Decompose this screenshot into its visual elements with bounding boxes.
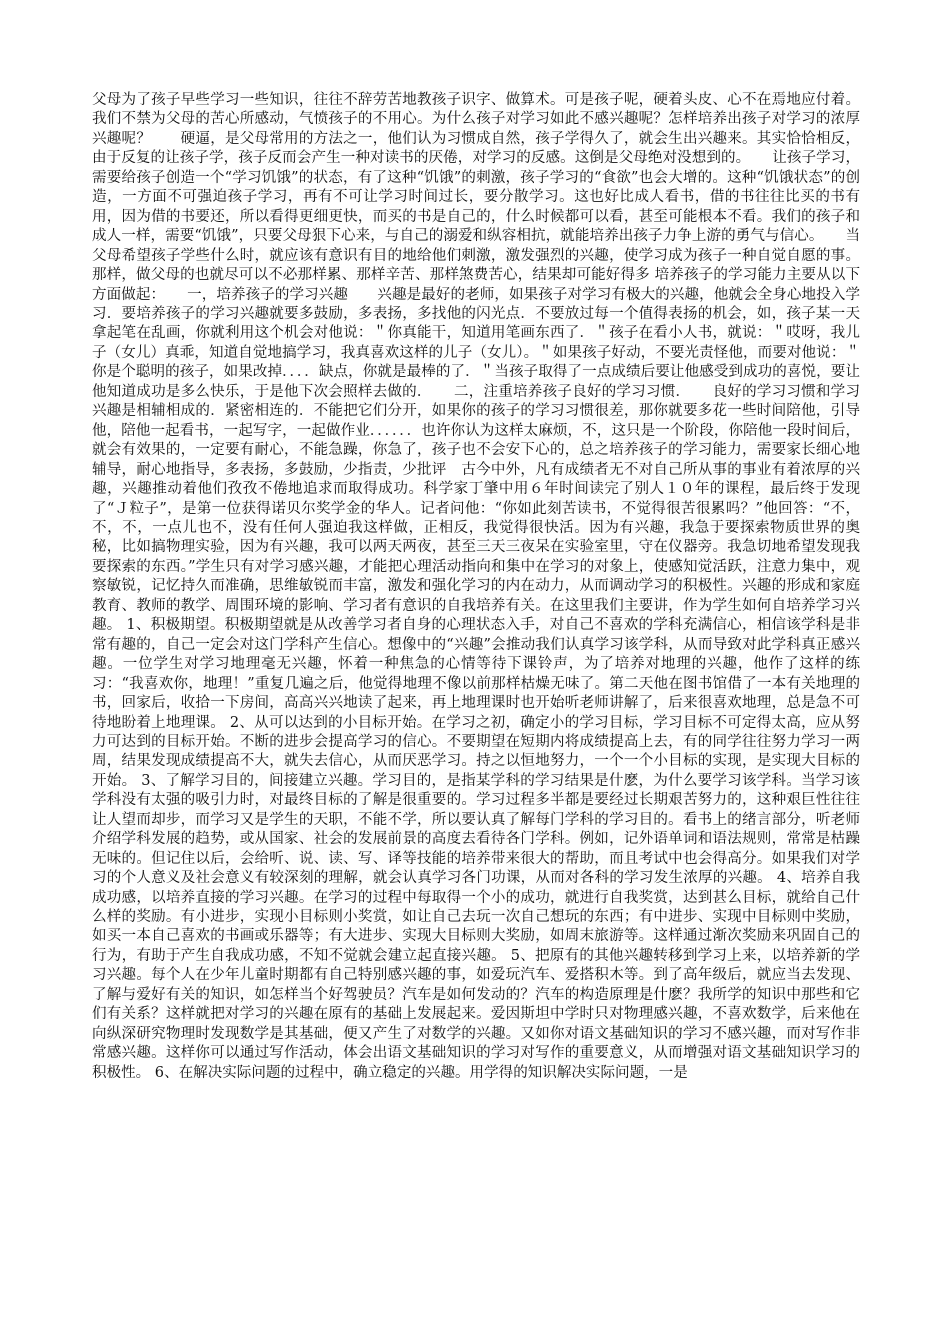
- body-paragraph: 父母为了孩子早些学习一些知识，往往不辞劳苦地教孩子识字、做算术。可是孩子呢，硬着头皮、心不在焉地应付着。我们不禁为父母的苦心所感动，气愤孩子的不用心。为什么孩子对学习如此不感兴趣呢？怎样培养出孩子对学习的浓厚兴趣呢？ 硬逼，是父母常用的方法之一，他们认为习惯成自然，孩子学得久了，就会生出兴趣来。其实恰恰相反，由于反复的让孩子学，孩子反而会产生一种对读书的厌倦，对学习的反感。这倒是父母绝对没想到的。 让孩子学习，需要给孩子创造一个“学习饥饿”的状态，有了这种“饥饿”的刺激，孩子学习的“食欲”也会大增的。这种“饥饿状态”的创造，一方面不可强迫孩子学习，再有不可让学习时间过长，要分散学习。这也好比成人看书，借的书往往比买的书有用，因为借的书要还，所以看得更细更快，而买的书是自己的，什么时候都可以看，甚至可能根本不看。我们的孩子和成人一样，需要“饥饿”，只要父母狠下心来，与自己的溺爱和纵容相抗，就能培养出孩子力争上游的勇气与信心。 当父母希望孩子学些什么时，就应该有意识有目的地给他们刺激，激发强烈的兴趣，使学习成为孩子一种自觉自愿的事。那样，做父母的也就尽可以不必那样累、那样辛苦、那样煞费苦心，结果却可能好得多 培养孩子的学习能力主要从以下方面做起： 一，培养孩子的学习兴趣 兴趣是最好的老师，如果孩子对学习有极大的兴趣，他就会全身心地投入学习．要培养孩子的学习兴趣就要多鼓励，多表扬，多找他的闪光点．不要放过每一个值得表扬的机会，如，孩子某一天拿起笔在乱画，你就利用这个机会对他说：＂你真能干，知道用笔画东西了．＂孩子在看小人书，就说：＂哎呀，我儿子（女儿）真乖，知道自觉地搞学习，我真喜欢这样的儿子（女儿）。＂如果孩子好动，不要光责怪他，而要对他说：＂你是个聪明的孩子，如果改掉．．．．缺点，你就是最棒的了．＂当孩子取得了一点成绩后要让他感受到成功的喜悦，要让他知道成功是多么快乐，于是他下次会照样去做的． 二，注重培养孩子良好的学习习惯． 良好的学习习惯和学习兴趣是相辅相成的．紧密相连的．不能把它们分开，如果你的孩子的学习习惯很差，那你就要多花一些时间陪他，引导他，陪他一起看书，一起写字，一起做作业．．．．．．也许你认为这样太麻烦，不，这只是一个阶段，你陪他一段时间后，就会有效果的，一定要有耐心，不能急躁，你急了，孩子也不会安下心的，总之培养孩子的学习能力，需要家长细心地辅导，耐心地指导，多表扬，多鼓励，少指责，少批评 古今中外，凡有成绩者无不对自己所从事的事业有着浓厚的兴趣，兴趣推动着他们孜孜不倦地追求而取得成功。科学家丁肇中用６年时间读完了别人１０年的课程，最后终于发现了“Ｊ粒子”，是第一位获得诺贝尔奖学金的华人。记者问他：“你如此刻苦读书，不觉得很苦很累吗？”他回答：“不，不，不，一点儿也不，没有任何人强迫我这样做，正相反，我觉得很快活。因为有兴趣，我急于要探索物质世界的奥秘，比如搞物理实验，因为有兴趣，我可以两天两夜，甚至三天三夜呆在实验室里，守在仪器旁。我急切地希望发现我要探索的东西。”学生只有对学习感兴趣，才能把心理活动指向和集中在学习的对象上，使感知觉活跃，注意力集中，观察敏锐，记忆持久而准确，思维敏锐而丰富，激发和强化学习的内在动力，从而调动学习的积极性。兴趣的形成和家庭教育、教师的教学、周围环境的影响、学习者有意识的自我培养有关。在这里我们主要讲，作为学生如何自培养学习兴趣。 1、积极期望。积极期望就是从改善学习者自身的心理状态入手，对自己不喜欢的学科充满信心，相信该学科是非常有趣的，自己一定会对这门学科产生信心。想像中的“兴趣”会推动我们认真学习该学科，从而导致对此学科真正感兴趣。一位学生对学习地理毫无兴趣，怀着一种焦急的心情等待下课铃声，为了培养对地理的兴趣，他作了这样的练习：“我喜欢你，地理！”重复几遍之后，他觉得地理不像以前那样枯燥无味了。第二天他在图书馆借了一本有关地理的书，回家后，收拾一下房间，高高兴兴地读了起来，再上地理课时也开始听老师讲解了，后来很喜欢地理，总是急不可待地盼着上地理课。 2、从可以达到的小目标开始。在学习之初，确定小的学习目标，学习目标不可定得太高，应从努力可达到的目标开始。不断的进步会提高学习的信心。不要期望在短期内将成绩提高上去，有的同学往往努力学习一两周，结果发现成绩提高不大，就失去信心，从而厌恶学习。持之以恒地努力，一个一个小目标的实现，是实现大目标的开始。 3、了解学习目的，间接建立兴趣。学习目的，是指某学科的学习结果是什麽，为什么要学习该学科。当学习该学科没有太强的吸引力时，对最终目标的了解是很重要的。学习过程多半都是要经过长期艰苦努力的，这种艰巨性往往让人望而却步，而学习又是学生的天职，不能不学，所以要认真了解每门学科的学习目的。看书上的绪言部分，听老师介绍学科发展的趋势，或从国家、社会的发展前景的高度去看待各门学科。例如，记外语单词和语法规则，常常是枯躁无味的。但记住以后，会给听、说、读、写、译等技能的培养带来很大的帮助，而且考试中也会得高分。如果我们对学习的个人意义及社会意义有较深刻的理解，就会认真学习各门功课，从而对各科的学习发生浓厚的兴趣。 4、培养自我成功感，以培养直接的学习兴趣。在学习的过程中每取得一个小的成功，就进行自我奖赏，达到甚么目标，就给自己什么样的奖励。有小进步，实现小目标则小奖赏，如让自己去玩一次自己想玩的东西；有中进步、实现中目标则中奖励，如买一本自己喜欢的书画或乐器等；有大进步、实现大目标则大奖励，如周末旅游等。这样通过渐次奖励来巩固自己的行为，有助于产生自我成功感，不知不觉就会建立起直接兴趣。 5、把原有的其他兴趣转移到学习上来，以培养新的学习兴趣。每个人在少年儿童时期都有自己特别感兴趣的事，如爱玩汽车、爱搭积木等。到了高年级后，就应当去发现、了解与爱好有关的知识，如怎样当个好驾驶员？汽车是如何发动的？汽车的构造原理是什麽？我所学的知识中那些和它们有关系？这样就把对学习的兴趣在原有的基础上发展起来。爱因斯坦中学时只对物理感兴趣，不喜欢数学，后来他在向纵深研究物理时发现数学是其基础，便又产生了对数学的兴趣。又如你对语文基础知识的学习不感兴趣，而对写作非常感兴趣。这样你可以通过写作活动，体会出语文基础知识的学习对写作的重要意义，从而增强对语文基础知识学习的积极性。 6、在解决实际问题的过程中，确立稳定的兴趣。用学得的知识解决实际问题，一是: [92, 91, 860, 1081]
- document-page: [92, 90, 860, 1082]
